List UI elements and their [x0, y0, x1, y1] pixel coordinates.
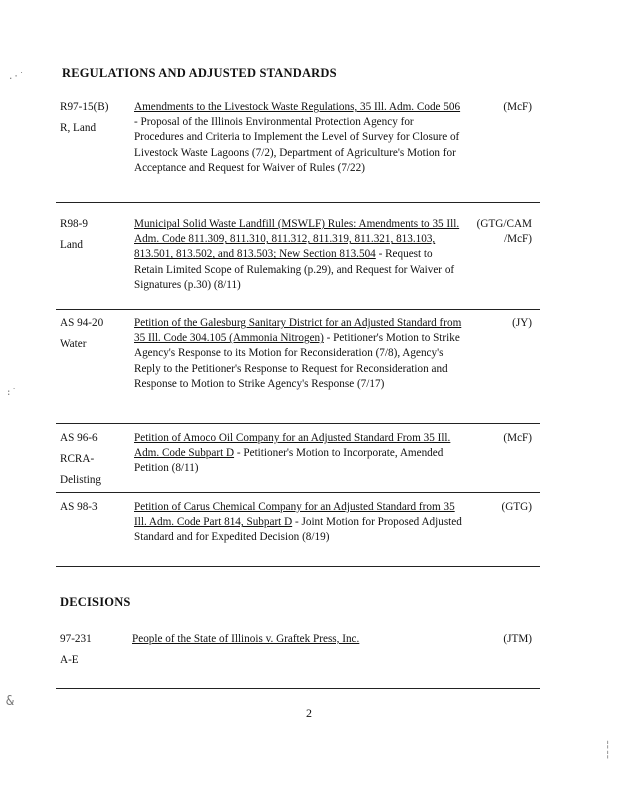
- docket-number: 97-231: [60, 633, 92, 645]
- case-description: [134, 217, 464, 293]
- page-number: 2: [306, 706, 312, 720]
- docket-code: [60, 316, 130, 358]
- docket-category: A-E: [60, 654, 79, 667]
- docket-category: Delisting: [60, 474, 102, 487]
- case-title: People of the State of Illinois v. Graftek Press, Inc.: [132, 633, 360, 645]
- case-detail: - Petitioner's Motion to Incorporate, Amended Petition (8/11): [134, 447, 444, 475]
- judge-initials: (McF): [503, 432, 532, 444]
- judge-initials: (GTG): [501, 501, 532, 513]
- regulations-heading: REGULATIONS AND ADJUSTED STANDARDS: [62, 66, 337, 80]
- docket-number: AS 94-20: [60, 317, 104, 329]
- docket-number: R97-15(B): [60, 101, 109, 113]
- case-title: Petition of Carus Chemical Company for an Adjusted Standard from 35 Ill. Adm. Code Part 814, Subpart D: [134, 501, 455, 529]
- case-detail: - Petitioner's Motion to Strike Agency's Response to its Motion for Reconsideration (7/8), Agency's Reply to the Petitioner's Response to Request for Reconsideration and Response to Motion to Strike Agency's Response (7/17): [134, 332, 460, 390]
- case-description: [134, 431, 464, 477]
- docket-category: R, Land: [60, 122, 97, 135]
- section-divider: [56, 423, 540, 424]
- docket-category: Water: [60, 338, 87, 351]
- judge-initials: (JY): [512, 317, 532, 329]
- case-description: [134, 500, 464, 546]
- docket-code: [60, 500, 130, 521]
- case-title: Petition of the Galesburg Sanitary District for an Adjusted Standard from 35 Ill. Code 304.105 (Ammonia Nitrogen): [134, 317, 462, 345]
- docket-code: [60, 100, 130, 142]
- section-divider: [56, 202, 540, 203]
- case-title: Amendments to the Livestock Waste Regulations, 35 Ill. Adm. Code 506: [134, 101, 461, 113]
- docket-code: [60, 632, 130, 674]
- decisions-heading: DECISIONS: [60, 595, 131, 609]
- docket-code: [60, 217, 130, 259]
- section-divider: [56, 492, 540, 493]
- case-description: [134, 316, 464, 392]
- scan-speck: .·˙: [8, 72, 25, 82]
- docket-number: AS 98-3: [60, 501, 98, 513]
- section-divider: [56, 688, 540, 689]
- docket-category: RCRA-: [60, 453, 95, 466]
- case-detail: - Joint Motion for Proposed Adjusted Standard and for Expedited Decision (8/19): [134, 516, 462, 544]
- scan-speck: &: [6, 694, 14, 709]
- docket-category: Land: [60, 239, 83, 252]
- case-detail: - Request to Retain Limited Scope of Rulemaking (p.29), and Request for Waiver of Signatures (p.30) (8/11): [134, 248, 455, 291]
- section-divider: [56, 566, 540, 567]
- case-description: [132, 632, 472, 647]
- docket-code: [60, 431, 130, 495]
- scan-speck: ¦ ¦: [605, 740, 611, 760]
- case-title: Municipal Solid Waste Landfill (MSWLF) Rules: Amendments to 35 Ill. Adm. Code 811.309, 811.310, 811.312, 811.319, 811.321, 813.103, 813.501, 813.502, and 813.503; New Section 813.504: [134, 218, 460, 261]
- docket-number: AS 96-6: [60, 432, 98, 444]
- section-divider: [56, 309, 540, 310]
- docket-number: R98-9: [60, 218, 88, 230]
- case-detail: - Proposal of the Illinois Environmental Protection Agency for Procedures and Criteria to Implement the Level of Survey for Closure of Livestock Waste Lagoons (7/2), Department of Agriculture's Motion for Acceptance and Request for Waiver of Rules (7/22): [134, 116, 460, 174]
- case-title: Petition of Amoco Oil Company for an Adjusted Standard From 35 Ill. Adm. Code Subpart D: [134, 432, 451, 460]
- judge-initials: (GTG/CAM /McF): [476, 218, 532, 246]
- judge-initials: (McF): [503, 101, 532, 113]
- scan-speck: :˙: [6, 388, 17, 398]
- judge-initials: (JTM): [503, 633, 532, 645]
- case-description: [134, 100, 464, 176]
